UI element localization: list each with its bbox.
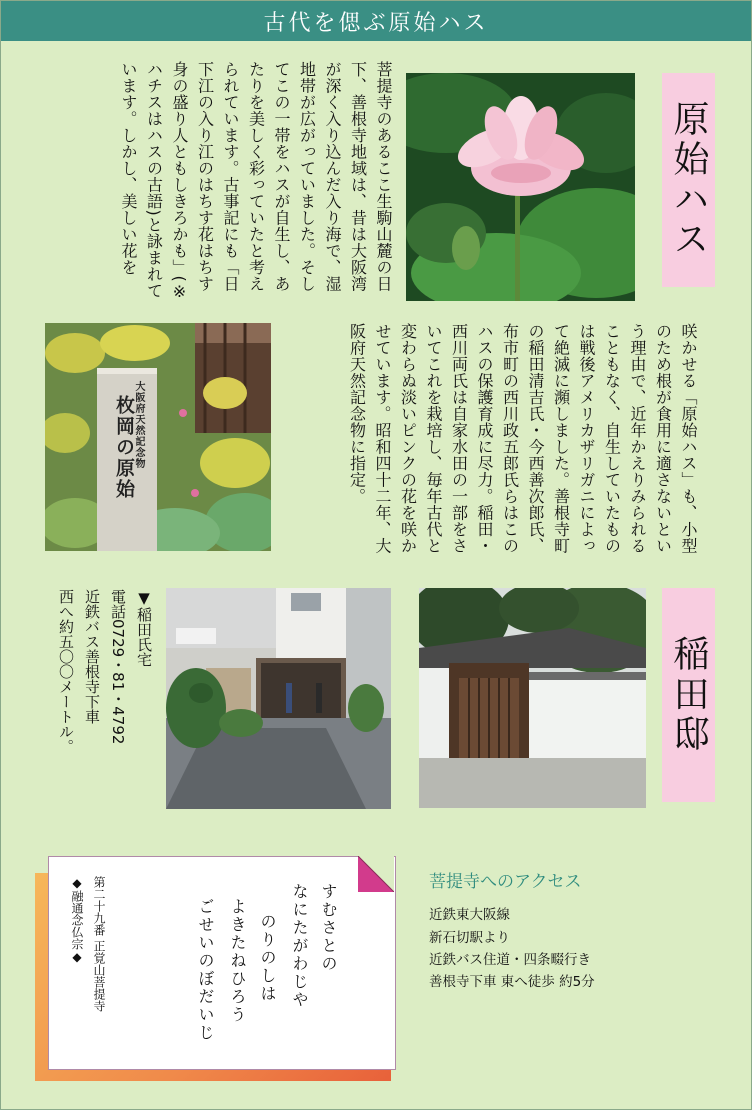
stone-inscription-small: 大阪府天然記念物: [133, 381, 144, 469]
stone-marker-photo: [45, 323, 271, 551]
inada-walk: 西へ約五〇〇メートル。: [57, 589, 75, 754]
poem-line-2: なにたがわじや: [290, 883, 309, 1009]
access-title: 菩提寺へのアクセス: [429, 872, 582, 892]
poem-line-1: すむさとの: [319, 883, 338, 973]
poem-line-5: ごせいのぼだいじ: [196, 898, 215, 1042]
sect-name: ◆融通念仏宗◆: [70, 876, 84, 964]
inada-bus-stop: 近鉄バス善根寺下車: [83, 589, 101, 724]
access-line-2: 新石切駅より: [429, 930, 510, 946]
inada-phone: 電話0729・81・4792: [109, 589, 127, 745]
folded-corner-icon: [358, 856, 394, 892]
access-line-3: 近鉄バス住道・四条畷行き: [429, 952, 591, 968]
stone-inscription-big: 枚岡の原始: [113, 395, 135, 500]
temple-name: 第二十九番 正覚山菩提寺: [92, 876, 106, 1012]
lotus-section-tag: 原始ハス: [662, 73, 715, 287]
lotus-photo: [406, 73, 635, 301]
house-photo: [166, 588, 391, 809]
poem-line-3: のりのしは: [258, 913, 277, 1003]
access-line-1: 近鉄東大阪線: [429, 907, 510, 923]
poem-line-4: よきたねひろう: [228, 898, 247, 1024]
gate-photo: [419, 588, 646, 808]
article-text-part2: 咲かせる「原始ハス」も、小型のため根が食用に適さないという理由で、近年かえりみられることもなく、自生していたものは戦後アメリカザリガニによって絶滅に瀕しました。善根寺町の稲田清吉氏・今西善次郎氏、布市町の西川政五郎氏らはこのハスの保護育成に尽力。稲田・西川両氏は自家水田の一部をさいてこれを栽培し、毎年古代と変わらぬ淡いピンクの花を咲かせています。昭和四十二年、大阪府天然記念物に指定。: [347, 323, 698, 554]
page-title: 古代を偲ぶ原始ハス: [1, 1, 751, 41]
inada-address-line1: ▼稲田氏宅: [135, 589, 153, 667]
inada-residence-tag: 稲田邸: [662, 588, 715, 802]
access-line-4: 善根寺下車 東へ徒歩 約5分: [429, 974, 595, 990]
article-text-part1: 菩提寺のあるここ生駒山麓の日下、善根寺地域は、昔は大阪湾が深く入り込んだ入り海で、湿地帯が広がっていました。そしてこの一帯をハスが自生し、あたりを美しく彩っていたと考えられています。古事記にも「日下江の入り江のはちす花はちす身の盛り人ともしきろかも」(※ハチスはハスの古語)と詠まれています。しかし、美しい花を: [119, 61, 393, 302]
